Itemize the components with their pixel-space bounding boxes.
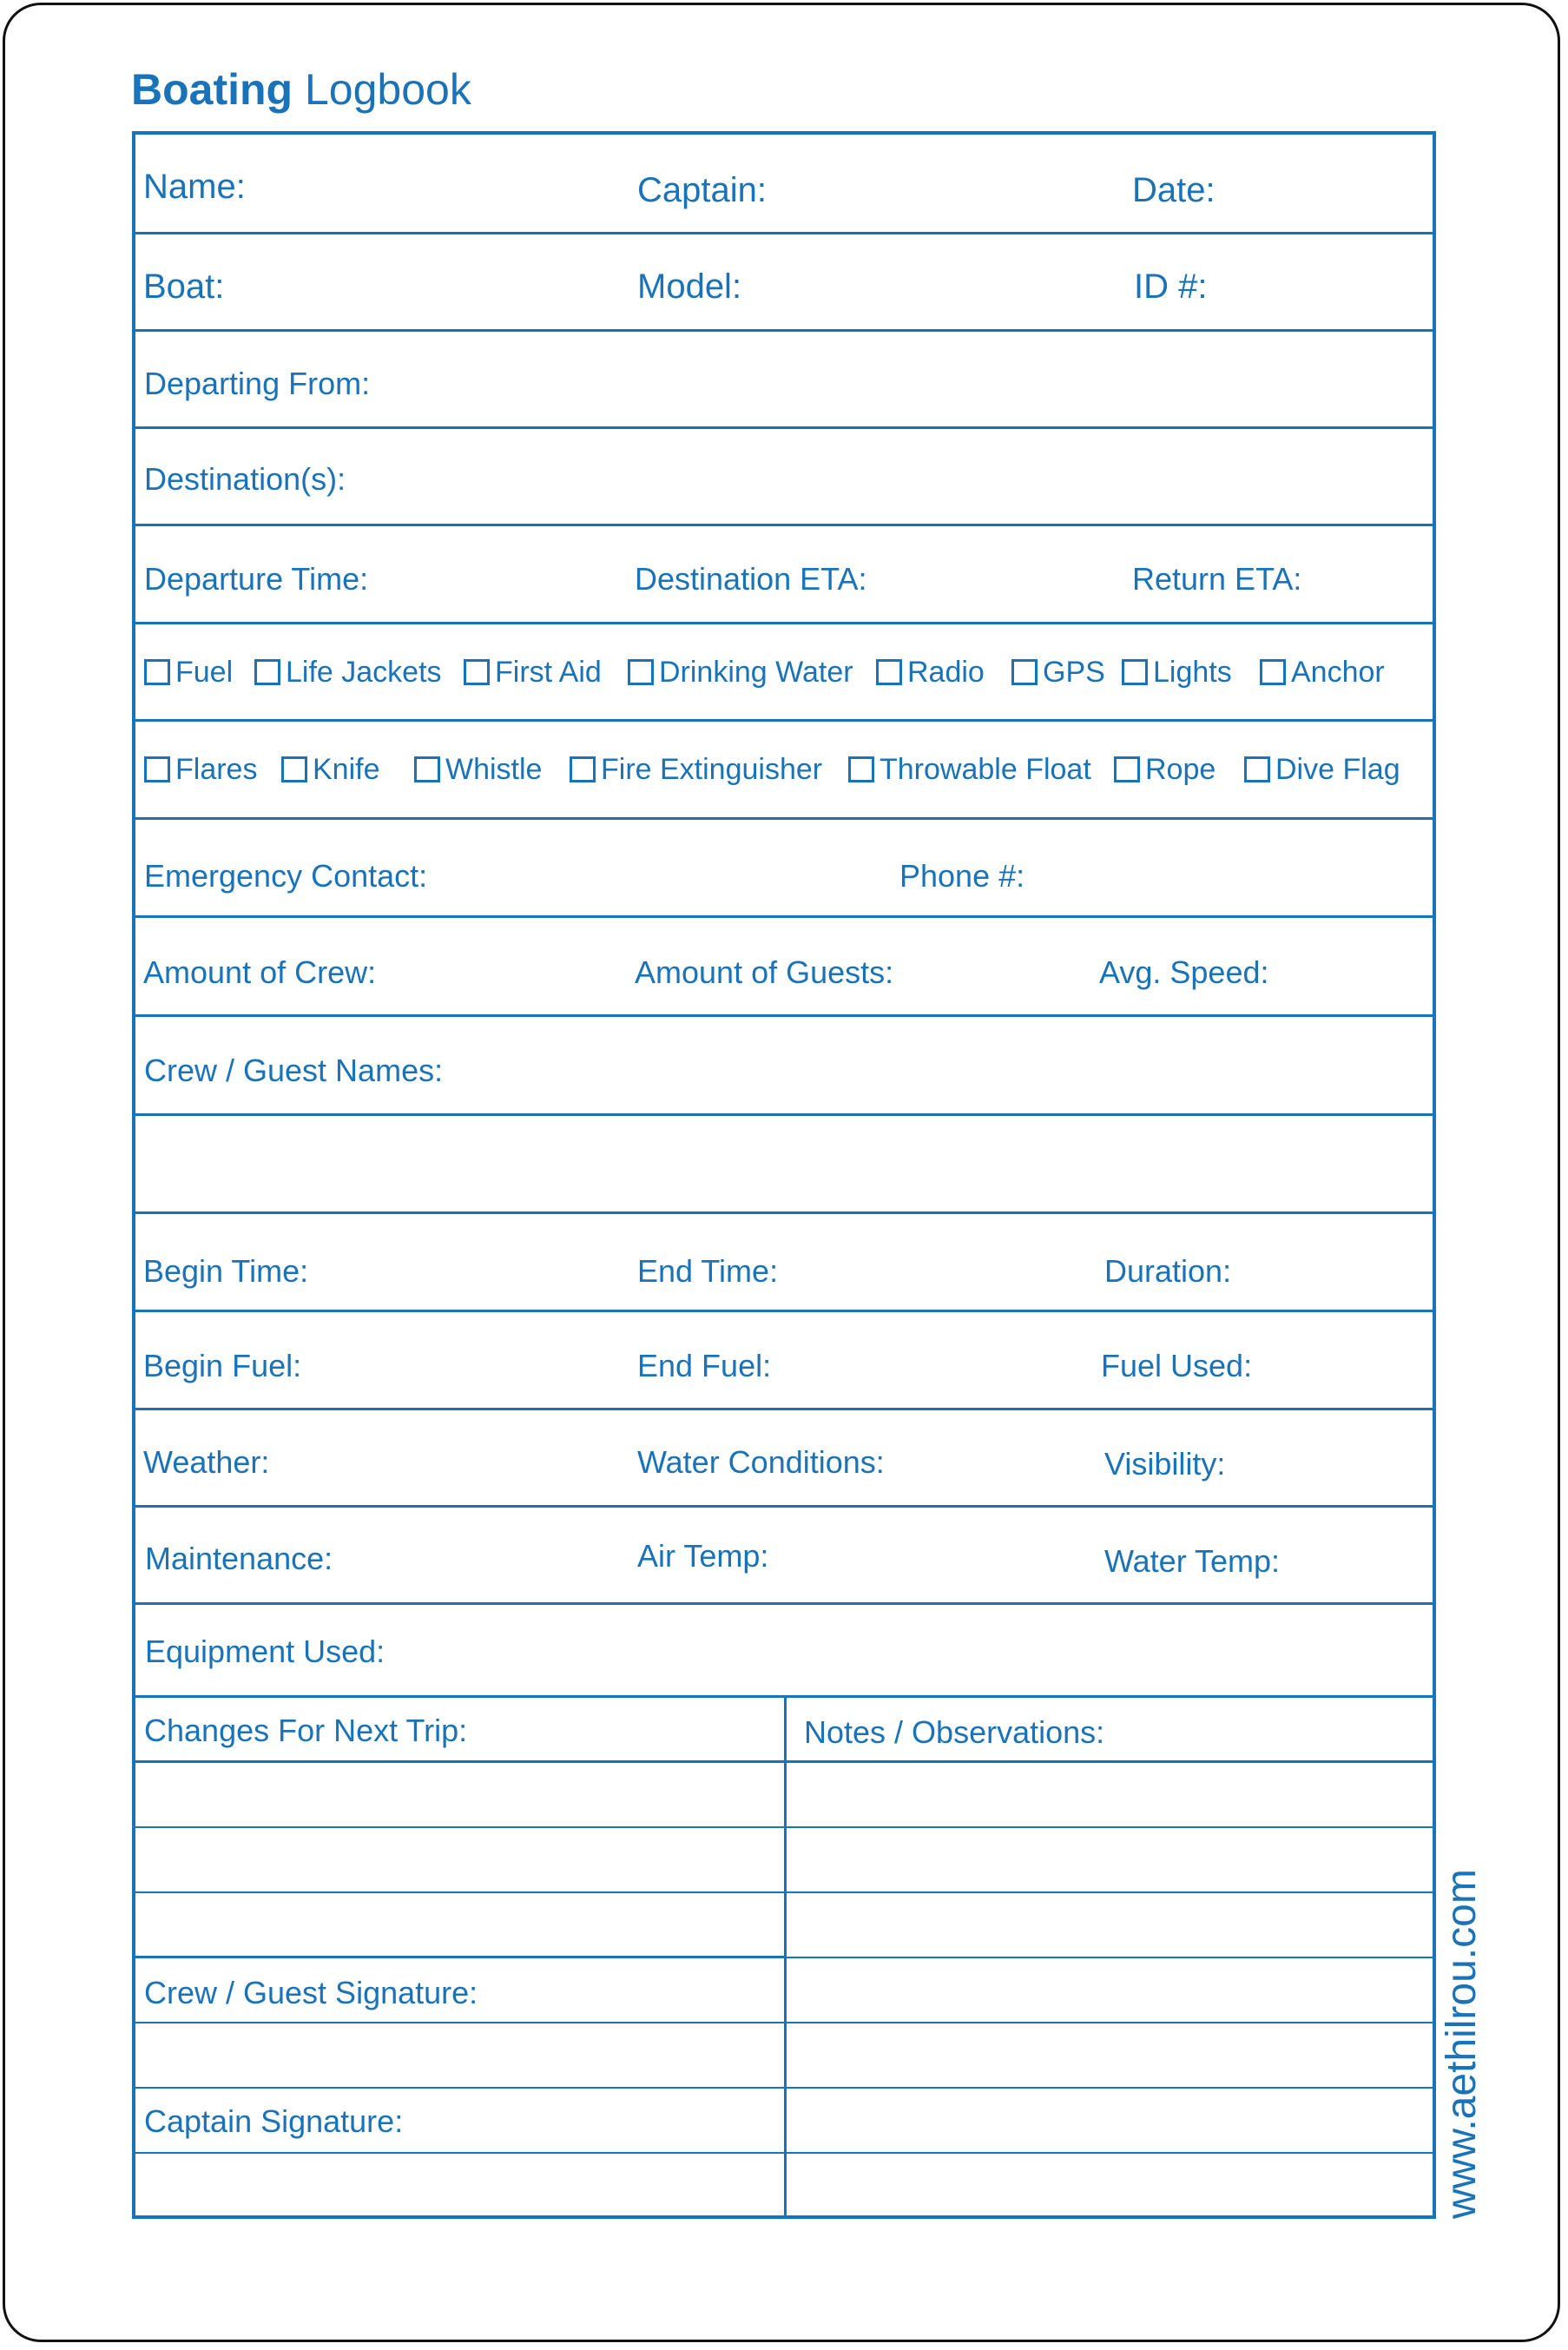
row-fuel: [135, 1312, 1433, 1410]
crew-guest-signature-label: Crew / Guest Signature:: [144, 1975, 478, 2010]
captain-field[interactable]: Captain:: [637, 171, 767, 209]
checkbox-square: [144, 659, 170, 685]
fuel-used-field[interactable]: Fuel Used:: [1101, 1348, 1253, 1383]
water-temp-field[interactable]: Water Temp:: [1104, 1543, 1281, 1579]
checkbox-label: Fire Extinguisher: [601, 753, 823, 786]
destination-eta-field[interactable]: Destination ETA:: [635, 561, 867, 597]
checkbox-flares[interactable]: [144, 755, 257, 784]
name-field[interactable]: Name:: [143, 168, 246, 206]
logbook-form: [132, 131, 1436, 2219]
water-conditions-field[interactable]: Water Conditions:: [637, 1444, 885, 1480]
row-blank[interactable]: [135, 1116, 1433, 1214]
checkbox-first-aid[interactable]: [464, 657, 602, 687]
checkbox-square: [876, 659, 902, 685]
row-weather: [135, 1410, 1433, 1508]
checkbox-square: [570, 756, 596, 782]
captain-signature-line[interactable]: [135, 2154, 784, 2219]
notes-line-4[interactable]: [787, 1958, 1433, 2023]
changes-line-1[interactable]: [135, 1763, 784, 1828]
row-checklist-2: [135, 722, 1433, 820]
amount-of-crew-field[interactable]: Amount of Crew:: [143, 954, 377, 990]
row-equipment-used: [135, 1605, 1433, 1698]
duration-field[interactable]: Duration:: [1104, 1253, 1232, 1289]
end-fuel-field[interactable]: End Fuel:: [637, 1348, 772, 1383]
page-title: [131, 65, 471, 114]
avg-speed-field[interactable]: Avg. Speed:: [1099, 954, 1269, 990]
checkbox-label: Life Jackets: [286, 656, 442, 689]
checkbox-fuel[interactable]: [144, 657, 233, 687]
row-checklist-1: [135, 624, 1433, 722]
checkbox-square: [1011, 659, 1038, 685]
checkbox-square: [848, 756, 874, 782]
checkbox-square: [464, 659, 490, 685]
checkbox-knife[interactable]: [281, 755, 380, 784]
end-time-field[interactable]: End Time:: [637, 1253, 779, 1289]
checkbox-gps[interactable]: [1011, 657, 1105, 687]
notes-line-5[interactable]: [787, 2023, 1433, 2089]
model-field[interactable]: Model:: [637, 267, 742, 306]
checkbox-square: [414, 756, 440, 782]
crew-signature-header: [135, 1958, 784, 2023]
id-field[interactable]: ID #:: [1134, 267, 1208, 306]
captain-signature-header: [135, 2089, 784, 2154]
row-times: [135, 526, 1433, 624]
row-name-captain-date: [135, 135, 1433, 234]
checkbox-label: Dive Flag: [1275, 753, 1400, 786]
checkbox-square: [144, 756, 170, 782]
row-crew-guest-names: [135, 1017, 1433, 1116]
changes-for-next-trip-label: Changes For Next Trip:: [144, 1713, 468, 1748]
row-emergency-contact: [135, 820, 1433, 918]
emergency-contact-field[interactable]: Emergency Contact:: [144, 858, 428, 894]
checkbox-square: [254, 659, 280, 685]
crew-signature-line[interactable]: [135, 2023, 784, 2089]
checkbox-square: [1260, 659, 1286, 685]
return-eta-field[interactable]: Return ETA:: [1132, 561, 1302, 597]
checkbox-label: Anchor: [1291, 656, 1385, 689]
checkbox-label: First Aid: [495, 656, 602, 689]
checkbox-square: [1114, 756, 1140, 782]
boat-field[interactable]: Boat:: [143, 267, 225, 306]
crew-guest-names-field[interactable]: Crew / Guest Names:: [144, 1053, 444, 1088]
visibility-field[interactable]: Visibility:: [1104, 1446, 1226, 1482]
row-departing-from: [135, 332, 1433, 429]
changes-line-2[interactable]: [135, 1828, 784, 1893]
checkbox-label: Drinking Water: [659, 656, 853, 689]
equipment-used-field[interactable]: Equipment Used:: [145, 1634, 385, 1669]
notes-line-6[interactable]: [787, 2089, 1433, 2154]
checkbox-label: Throwable Float: [880, 753, 1091, 786]
destinations-field[interactable]: Destination(s):: [144, 461, 346, 497]
row-crew-amounts: [135, 918, 1433, 1017]
weather-field[interactable]: Weather:: [143, 1444, 270, 1480]
begin-fuel-field[interactable]: Begin Fuel:: [143, 1348, 302, 1383]
title-rest: Logbook: [305, 65, 471, 114]
checkbox-label: Whistle: [445, 753, 543, 786]
checkbox-square: [628, 659, 654, 685]
checkbox-throwable-float[interactable]: [848, 755, 1091, 784]
row-boat-model-id: [135, 234, 1433, 332]
notes-line-7[interactable]: [787, 2154, 1433, 2219]
checkbox-label: Rope: [1145, 753, 1216, 786]
checkbox-label: Lights: [1153, 656, 1232, 689]
checkbox-square: [1244, 756, 1270, 782]
notes-line-1[interactable]: [787, 1763, 1433, 1828]
date-field[interactable]: Date:: [1132, 171, 1216, 209]
checkbox-rope[interactable]: [1114, 755, 1216, 784]
checkbox-anchor[interactable]: [1260, 657, 1385, 687]
notes-line-2[interactable]: [787, 1828, 1433, 1893]
row-begin-end-time: [135, 1214, 1433, 1312]
row-destinations: [135, 429, 1433, 526]
maintenance-field[interactable]: Maintenance:: [145, 1541, 333, 1576]
checkbox-square: [1122, 659, 1148, 685]
notes-line-3[interactable]: [787, 1893, 1433, 1958]
title-bold: Boating: [131, 65, 293, 114]
checkbox-fire-extinguisher[interactable]: [570, 755, 822, 784]
captain-signature-label: Captain Signature:: [144, 2103, 404, 2139]
checkbox-life-jackets[interactable]: [254, 657, 442, 687]
phone-field[interactable]: Phone #:: [899, 858, 1025, 894]
checkbox-label: GPS: [1043, 656, 1105, 689]
checkbox-label: Flares: [175, 753, 258, 786]
checkbox-drinking-water[interactable]: [628, 657, 853, 687]
notes-header: [787, 1698, 1433, 1763]
checkbox-square: [281, 756, 307, 782]
row-maintenance: [135, 1508, 1433, 1605]
website-url: www.aethilrou.com: [1439, 1869, 1485, 2219]
departure-time-field[interactable]: Departure Time:: [144, 561, 369, 597]
changes-line-3[interactable]: [135, 1893, 784, 1958]
checkbox-radio[interactable]: [876, 657, 985, 687]
checkbox-label: Knife: [313, 753, 380, 786]
air-temp-field[interactable]: Air Temp:: [637, 1538, 769, 1574]
checkbox-label: Radio: [907, 656, 985, 689]
checkbox-lights[interactable]: [1122, 657, 1232, 687]
checkbox-dive-flag[interactable]: [1244, 755, 1400, 784]
checkbox-whistle[interactable]: [414, 755, 542, 784]
begin-time-field[interactable]: Begin Time:: [143, 1253, 309, 1289]
amount-of-guests-field[interactable]: Amount of Guests:: [635, 954, 894, 990]
departing-from-field[interactable]: Departing From:: [144, 366, 371, 401]
checkbox-label: Fuel: [175, 656, 234, 689]
changes-header: [135, 1698, 784, 1763]
notes-observations-label: Notes / Observations:: [804, 1714, 1105, 1750]
